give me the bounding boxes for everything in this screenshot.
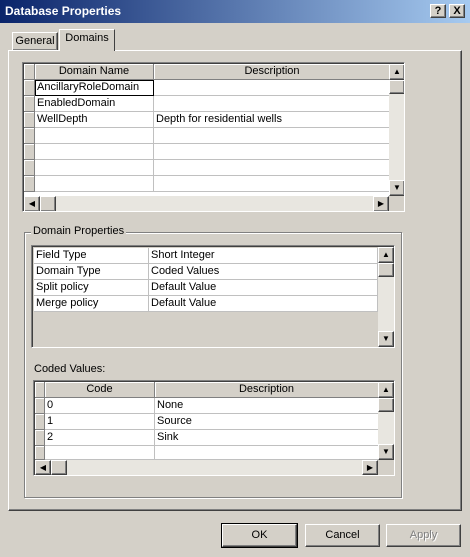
- row-selector[interactable]: [24, 112, 35, 128]
- column-header-code[interactable]: Code: [45, 382, 155, 398]
- row-selector[interactable]: [24, 160, 35, 176]
- row-selector[interactable]: [24, 144, 35, 160]
- code-cell[interactable]: 1: [45, 414, 155, 430]
- domains-grid: [22, 62, 405, 212]
- property-label: Merge policy: [34, 296, 149, 312]
- scroll-down-arrow-icon: ▼: [382, 334, 390, 343]
- domain-name-cell[interactable]: WellDepth: [35, 112, 154, 128]
- scroll-left-button[interactable]: [24, 196, 40, 212]
- column-header-description[interactable]: Description: [155, 382, 379, 398]
- code-description-cell[interactable]: None: [155, 398, 379, 414]
- column-header-description[interactable]: Description: [154, 64, 391, 80]
- scroll-down-button[interactable]: [389, 180, 405, 196]
- scroll-thumb[interactable]: [378, 398, 394, 412]
- ok-button[interactable]: OK: [222, 524, 297, 547]
- empty-cell[interactable]: [35, 176, 154, 192]
- scroll-up-button[interactable]: [378, 382, 394, 398]
- scroll-right-button[interactable]: [362, 460, 378, 475]
- column-header-domain-name[interactable]: Domain Name: [35, 64, 154, 80]
- scroll-thumb[interactable]: [40, 196, 56, 212]
- domain-properties-label: Domain Properties: [33, 225, 125, 237]
- domain-name-cell[interactable]: EnabledDomain: [35, 96, 154, 112]
- scroll-up-arrow-icon: ▲: [393, 67, 401, 76]
- scroll-thumb[interactable]: [51, 460, 67, 475]
- scroll-right-button[interactable]: [373, 196, 389, 212]
- scroll-left-arrow-icon: ◀: [28, 199, 36, 208]
- domain-properties-grid: [31, 245, 395, 348]
- scroll-right-arrow-icon: ▶: [366, 463, 374, 472]
- scroll-down-arrow-icon: ▼: [393, 183, 401, 192]
- empty-cell[interactable]: [35, 144, 154, 160]
- row-selector[interactable]: [24, 96, 35, 112]
- empty-cell[interactable]: [154, 160, 391, 176]
- close-icon: X: [453, 5, 461, 17]
- property-value[interactable]: Coded Values: [149, 264, 378, 280]
- code-description-cell[interactable]: Sink: [155, 430, 379, 446]
- grid-corner: [24, 64, 35, 80]
- row-selector[interactable]: [35, 446, 45, 460]
- scrollbar-corner: [378, 460, 394, 475]
- property-value[interactable]: Default Value: [149, 280, 378, 296]
- tab-general[interactable]: General: [12, 32, 58, 50]
- row-selector[interactable]: [35, 398, 45, 414]
- horizontal-scrollbar[interactable]: [24, 196, 389, 212]
- empty-cell[interactable]: [45, 446, 155, 460]
- row-selector[interactable]: [24, 80, 35, 96]
- domain-name-cell[interactable]: AncillaryRoleDomain: [35, 80, 154, 96]
- scroll-up-button[interactable]: [389, 64, 405, 80]
- empty-cell[interactable]: [154, 176, 391, 192]
- empty-cell[interactable]: [154, 128, 391, 144]
- code-cell[interactable]: 0: [45, 398, 155, 414]
- domain-description-cell[interactable]: Depth for residential wells: [154, 112, 391, 128]
- scroll-down-arrow-icon: ▼: [382, 447, 390, 456]
- property-label: Split policy: [34, 280, 149, 296]
- scroll-down-button[interactable]: [378, 444, 394, 460]
- row-selector[interactable]: [35, 414, 45, 430]
- horizontal-scrollbar[interactable]: [35, 460, 378, 475]
- empty-cell[interactable]: [155, 446, 379, 460]
- scrollbar-corner: [389, 196, 405, 212]
- code-description-cell[interactable]: Source: [155, 414, 379, 430]
- domain-description-cell[interactable]: [154, 96, 391, 112]
- cancel-button[interactable]: Cancel: [305, 524, 380, 547]
- row-selector[interactable]: [24, 128, 35, 144]
- help-button[interactable]: ?: [430, 4, 446, 18]
- scroll-up-button[interactable]: [378, 247, 394, 263]
- scroll-up-arrow-icon: ▲: [382, 385, 390, 394]
- row-selector[interactable]: [35, 430, 45, 446]
- apply-button[interactable]: Apply: [386, 524, 461, 547]
- empty-cell[interactable]: [35, 160, 154, 176]
- title-bar[interactable]: [0, 0, 470, 23]
- scroll-thumb[interactable]: [389, 80, 405, 94]
- property-label: Domain Type: [34, 264, 149, 280]
- property-value[interactable]: Default Value: [149, 296, 378, 312]
- empty-cell[interactable]: [154, 144, 391, 160]
- scroll-left-button[interactable]: [35, 460, 51, 475]
- scroll-down-button[interactable]: [378, 331, 394, 347]
- window-title: Database Properties: [5, 4, 122, 18]
- scroll-thumb[interactable]: [378, 263, 394, 277]
- tab-domains[interactable]: Domains: [59, 29, 115, 51]
- property-value[interactable]: Short Integer: [149, 248, 378, 264]
- coded-values-grid: [33, 380, 395, 476]
- scroll-left-arrow-icon: ◀: [39, 463, 47, 472]
- domain-description-cell[interactable]: [154, 80, 391, 96]
- property-label: Field Type: [34, 248, 149, 264]
- empty-cell[interactable]: [35, 128, 154, 144]
- scroll-up-arrow-icon: ▲: [382, 250, 390, 259]
- close-button[interactable]: [449, 4, 465, 18]
- code-cell[interactable]: 2: [45, 430, 155, 446]
- scroll-right-arrow-icon: ▶: [377, 199, 385, 208]
- coded-values-label: Coded Values:: [34, 363, 106, 375]
- row-selector[interactable]: [24, 176, 35, 192]
- grid-corner: [35, 382, 45, 398]
